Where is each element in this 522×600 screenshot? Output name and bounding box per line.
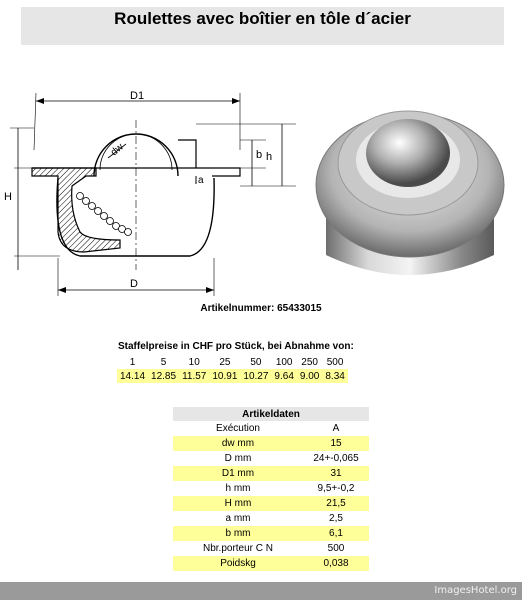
price-cell: 10.27 <box>240 369 271 383</box>
row-label: h mm <box>225 483 251 494</box>
table-row <box>173 541 369 556</box>
label-b: b <box>256 149 263 161</box>
quantity-cell: 500 <box>326 356 344 368</box>
quantity-cell: 5 <box>160 356 167 368</box>
product-photo <box>310 75 510 295</box>
table-row <box>173 556 369 571</box>
page-title: Roulettes avec boîtier en tôle d´acier <box>114 9 411 28</box>
row-value: 21,5 <box>303 496 369 511</box>
price-cell: 12.85 <box>148 369 179 383</box>
watermark[interactable]: ImagesHotel.org <box>434 585 517 596</box>
price-cell: 9.64 <box>271 369 296 383</box>
row-label: Nbr.porteur C N <box>202 543 274 554</box>
table-row <box>173 481 369 496</box>
row-value: 0,038 <box>303 556 369 571</box>
row-value: 500 <box>327 543 345 554</box>
quantity-row <box>117 355 348 369</box>
price-row <box>117 369 348 383</box>
label-d: D <box>130 278 138 290</box>
technical-drawing <box>0 70 310 300</box>
row-label: H mm <box>173 496 303 511</box>
row-value: 6,1 <box>303 526 369 541</box>
row-value: 31 <box>303 466 369 481</box>
title-bar <box>21 7 504 45</box>
article-data-header-row <box>173 407 369 421</box>
price-cell: 10.91 <box>209 369 240 383</box>
table-row <box>173 451 369 466</box>
quantity-cell: 10 <box>188 356 200 368</box>
row-label: D1 mm <box>173 466 303 481</box>
quantity-cell: 250 <box>301 356 318 368</box>
row-label: a mm <box>225 513 251 524</box>
footer-bar <box>0 582 522 600</box>
table-row <box>173 421 369 436</box>
price-cell: 11.57 <box>179 369 209 383</box>
row-label: Exécution <box>216 423 260 434</box>
row-label: dw mm <box>173 436 303 451</box>
row-value: 2,5 <box>329 513 343 524</box>
quantity-cell: 100 <box>275 356 293 368</box>
label-h-upper: H <box>4 191 12 203</box>
quantity-cell: 25 <box>219 356 231 368</box>
row-value: 15 <box>303 436 369 451</box>
article-data-table <box>173 407 369 571</box>
price-cell: 9.00 <box>297 369 322 383</box>
quantity-cell: 50 <box>250 356 262 368</box>
label-a: a <box>198 175 204 186</box>
label-dw: dw <box>108 141 126 159</box>
table-row <box>173 466 369 481</box>
row-label: b mm <box>173 526 303 541</box>
row-label: D mm <box>224 453 252 464</box>
price-cell: 14.14 <box>117 369 148 383</box>
table-row <box>173 511 369 526</box>
row-value: A <box>332 423 340 434</box>
pricing-table <box>117 355 348 383</box>
row-value: 24+-0,065 <box>313 453 359 464</box>
label-d1: D1 <box>130 90 145 102</box>
row-label: Poidskg <box>173 556 303 571</box>
label-h-small: h <box>266 151 273 163</box>
row-value: 9,5+-0,2 <box>317 483 355 494</box>
table-row <box>173 526 369 541</box>
quantity-cell: 1 <box>129 356 136 368</box>
price-cell: 8.34 <box>322 369 347 383</box>
pricing-title: Staffelpreise in CHF pro Stück, bei Abnahme von: <box>118 341 354 352</box>
table-row <box>173 496 369 511</box>
article-number: Artikelnummer: 65433015 <box>200 303 322 314</box>
table-row <box>173 436 369 451</box>
article-data-title: Artikeldaten <box>173 407 369 421</box>
